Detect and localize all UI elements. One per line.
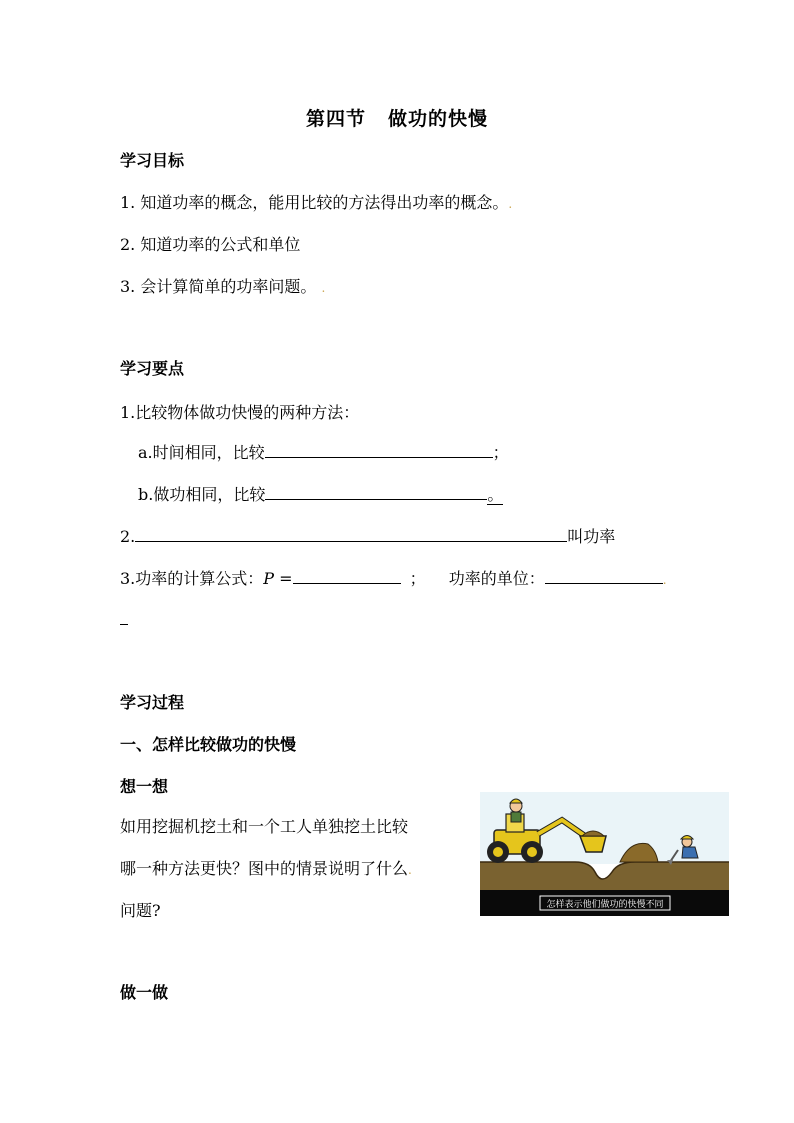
objective-item-3: 3. 会计算简单的功率问题。 .	[120, 277, 326, 296]
format-mark: .	[321, 281, 326, 295]
format-mark: .	[662, 573, 667, 587]
section-1-heading: 一、怎样比较做功的快慢	[120, 735, 297, 754]
keypoint-item-2: 2. 叫功率	[120, 527, 616, 546]
fill-blank-formula[interactable]	[293, 569, 401, 584]
think-heading: 想一想	[120, 777, 169, 796]
stray-underline	[120, 624, 128, 625]
excavator-worker-illustration	[480, 792, 729, 916]
title-section-number: 第四节	[305, 108, 366, 130]
keypoint-item-1a: a.时间相同，比较 ；	[138, 443, 509, 462]
objectives-heading: 学习目标	[120, 151, 185, 170]
keypoints-heading: 学习要点	[120, 359, 185, 378]
keypoint-item-3: 3.功率的计算公式：P = ； 功率的单位： .	[120, 569, 667, 588]
think-line-2: 哪一种方法更快？图中的情景说明了什么.	[120, 859, 412, 878]
image-caption: 怎样表示他们做功的快慢不同	[546, 900, 664, 910]
keypoint-item-1: 1.比较物体做功快慢的两种方法：	[120, 403, 360, 422]
fill-blank-1b[interactable]	[265, 485, 487, 500]
format-mark: .	[508, 197, 513, 211]
illustration-svg	[480, 792, 729, 916]
objective-item-1: 1. 知道功率的概念，能用比较的方法得出功率的概念。.	[120, 193, 513, 212]
fill-blank-unit[interactable]	[545, 569, 663, 584]
objective-item-2: 2. 知道功率的公式和单位	[120, 235, 301, 254]
format-mark: .	[408, 863, 412, 877]
think-line-1: 如用挖掘机挖土和一个工人单独挖土比较	[120, 817, 409, 836]
fill-blank-1a[interactable]	[265, 443, 493, 458]
process-heading: 学习过程	[120, 693, 185, 712]
power-formula: P =	[263, 569, 293, 588]
fill-blank-2[interactable]	[135, 527, 567, 542]
page-title	[0, 104, 794, 131]
think-line-3: 问题?	[120, 901, 161, 920]
title-topic: 做功的快慢	[388, 108, 489, 130]
keypoint-item-1b: b.做功相同，比较 。	[138, 485, 504, 504]
do-heading: 做一做	[120, 983, 169, 1002]
